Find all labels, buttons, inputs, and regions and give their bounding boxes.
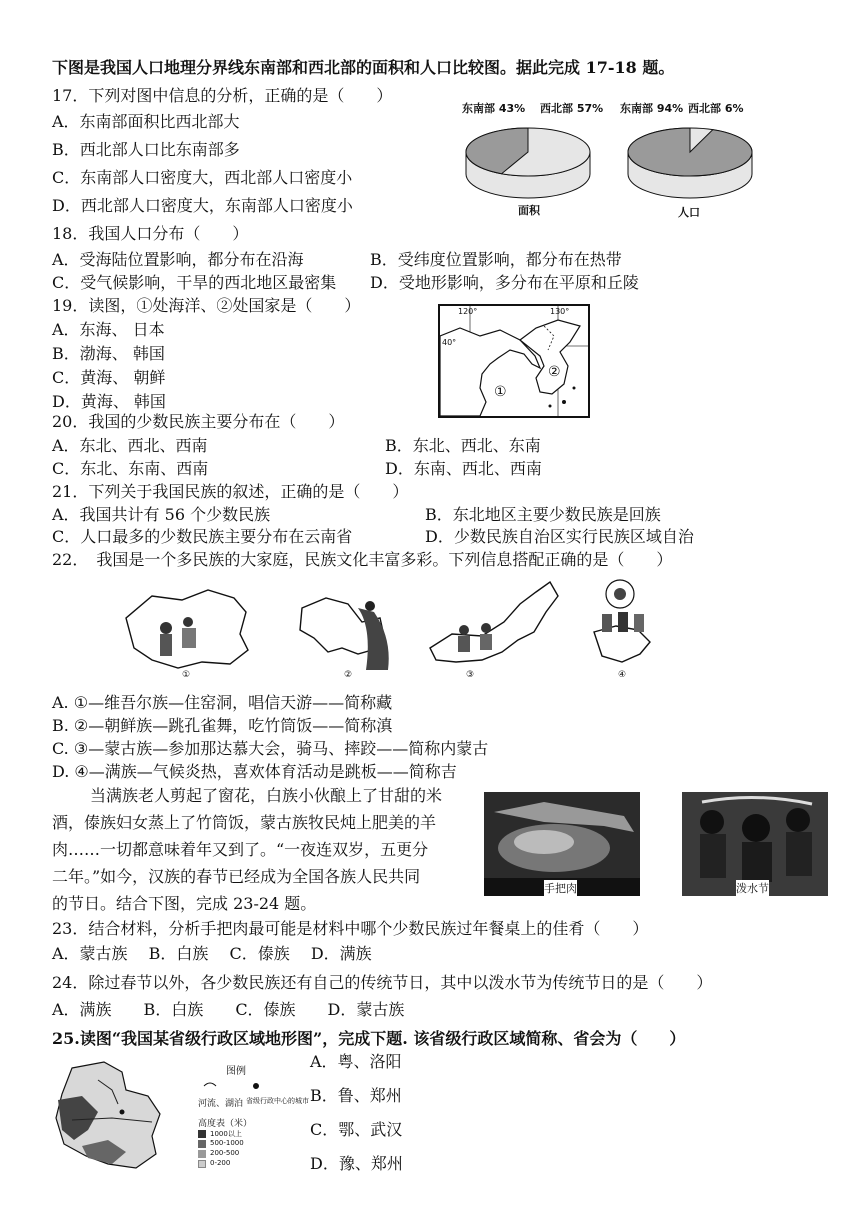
passage-line-4: 二年。”如今，汉族的春节已经成为全国各族人民共同 [52, 867, 421, 886]
korea-region-map [438, 304, 590, 418]
map19-marker-1: ① [494, 384, 507, 400]
legend-elevation-title: 高度表（米） [198, 1119, 253, 1129]
passage-line-5: 的节日。结合下图，完成 23-24 题。 [52, 894, 317, 913]
pie-pop-label-nw: 西北部 6% [688, 102, 744, 115]
q19-option-d[interactable]: D．黄海、 韩国 [52, 392, 166, 411]
q20-option-c[interactable]: C．东北、东南、西南 [52, 459, 209, 478]
legend-elev-4: 0-200 [210, 1159, 231, 1167]
q17-option-c[interactable]: C．东南部人口密度大，西北部人口密度小 [52, 168, 353, 187]
legend-swatch-2 [198, 1140, 206, 1148]
legend-title: 图例 [226, 1066, 246, 1077]
q17-option-a[interactable]: A．东南部面积比西北部大 [52, 112, 240, 131]
map19-lat: 40° [442, 338, 457, 347]
q19-option-a[interactable]: A．东海、 日本 [52, 320, 165, 339]
q21-stem: 21．下列关于我国民族的叙述，正确的是（ ） [52, 482, 409, 501]
map19-lon2: 130° [550, 307, 570, 316]
q21-option-d[interactable]: D．少数民族自治区实行民族区域自治 [425, 527, 694, 546]
photo-hand-grabbed-meat-caption: 手把肉 [544, 882, 577, 895]
q19-option-b[interactable]: B．渤海、 韩国 [52, 344, 165, 363]
q18-stem: 18．我国人口分布（ ） [52, 224, 249, 243]
q24-stem: 24．除过春节以外，各少数民族还有自己的传统节日，其中以泼水节为传统节日的是（ ） [52, 973, 713, 992]
q22-figures-svg [122, 578, 662, 682]
q22-option-c[interactable]: C. ③—蒙古族—参加那达慕大会，骑马、摔跤——简称内蒙古 [52, 739, 489, 758]
q18-option-b[interactable]: B．受纬度位置影响，都分布在热带 [370, 250, 622, 269]
q25-option-c[interactable]: C．鄂、武汉 [310, 1120, 403, 1139]
q25-option-a[interactable]: A．粤、洛阳 [310, 1052, 402, 1071]
photo-water-splashing [682, 792, 828, 896]
q22-option-b[interactable]: B. ②—朝鲜族—跳孔雀舞，吃竹筒饭——简称滇 [52, 716, 393, 735]
q25-option-b[interactable]: B．鲁、郑州 [310, 1086, 402, 1105]
q21-option-c[interactable]: C．人口最多的少数民族主要分布在云南省 [52, 527, 353, 546]
q23-options[interactable]: A．蒙古族 B．白族 C．傣族 D．满族 [52, 944, 372, 963]
q25-option-d[interactable]: D．豫、郑州 [310, 1154, 403, 1173]
q25-stem: 25.读图“我国某省级行政区域地形图”，完成下题. 该省级行政区域简称、省会为（ ） [52, 1029, 686, 1048]
q24-options[interactable]: A．满族 B．白族 C．傣族 D．蒙古族 [52, 1000, 405, 1019]
q22-fig-4-label: ④ [618, 670, 627, 680]
q22-fig-2-label: ② [344, 670, 353, 680]
q17-option-d[interactable]: D．西北部人口密度大，东南部人口密度小 [52, 196, 353, 215]
legend-swatch-4 [198, 1160, 206, 1168]
q21-option-a[interactable]: A．我国共计有 56 个少数民族 [52, 505, 271, 524]
q18-option-d[interactable]: D．受地形影响，多分布在平原和丘陵 [370, 273, 639, 292]
q20-option-b[interactable]: B．东北、西北、东南 [385, 436, 541, 455]
q18-option-a[interactable]: A．受海陆位置影响，都分布在沿海 [52, 250, 304, 269]
province-map-legend [196, 1062, 309, 1174]
passage-line-1: 当满族老人剪起了窗花，白族小伙酿上了甘甜的米 [90, 786, 443, 805]
q20-option-d[interactable]: D．东南、西北、西南 [385, 459, 542, 478]
korea-region-map-svg [440, 306, 588, 416]
pie-area-label-nw: 西北部 57% [540, 102, 604, 115]
map19-lon1: 120° [458, 307, 478, 316]
q20-stem: 20．我国的少数民族主要分布在（ ） [52, 412, 345, 431]
map19-marker-2: ② [548, 364, 561, 380]
q18-option-c[interactable]: C．受气候影响，干旱的西北地区最密集 [52, 273, 337, 292]
passage-line-2: 酒，傣族妇女蒸上了竹筒饭，蒙古族牧民炖上肥美的羊 [52, 813, 437, 832]
legend-elev-2: 500-1000 [210, 1139, 244, 1147]
passage-line-3: 肉……一切都意味着年又到了。“一夜连双岁，五更分 [52, 840, 429, 859]
q22-option-d[interactable]: D. ④—满族—气候炎热，喜欢体育活动是跳板——简称吉 [52, 762, 457, 781]
q19-option-c[interactable]: C．黄海、 朝鲜 [52, 368, 166, 387]
q21-option-b[interactable]: B．东北地区主要少数民族是回族 [425, 505, 661, 524]
intro-text: 下图是我国人口地理分界线东南部和西北部的面积和人口比较图。据此完成 17-18 题。 [52, 58, 675, 77]
q17-stem: 17．下列对图中信息的分析，正确的是（ ） [52, 86, 393, 105]
q19-stem: 19．读图，①处海洋、②处国家是（ ） [52, 296, 361, 315]
legend-swatch-3 [198, 1150, 206, 1158]
province-terrain-map [52, 1060, 164, 1172]
q23-stem: 23．结合材料，分析手把肉最可能是材料中哪个少数民族过年餐桌上的佳肴（ ） [52, 919, 649, 938]
pieP-slice-se [628, 128, 752, 176]
pie-pop-label-se: 东南部 94% [620, 102, 684, 115]
legend-elev-3: 200-500 [210, 1149, 240, 1157]
province-terrain-map-svg [52, 1060, 164, 1172]
legend-city-label: 省级行政中心的城市 [246, 1097, 309, 1105]
legend-river-label: 河流、湖泊 [198, 1099, 244, 1109]
legend-swatch-1 [198, 1130, 206, 1138]
legend-elev-1: 1000以上 [210, 1130, 242, 1138]
q22-figures [122, 578, 662, 682]
pie-area-label-se: 东南部 43% [462, 102, 526, 115]
pie-charts-figure [460, 96, 770, 221]
q17-option-b[interactable]: B．西北部人口比东南部多 [52, 140, 240, 159]
photo-hand-grabbed-meat [484, 792, 640, 896]
pie-area-caption: 面积 [518, 204, 540, 217]
photo-water-splashing-caption: 泼水节 [736, 882, 769, 895]
q20-option-a[interactable]: A．东北、西北、西南 [52, 436, 208, 455]
q22-fig-1-label: ① [182, 670, 191, 680]
q22-stem: 22． 我国是一个多民族的大家庭，民族文化丰富多彩。下列信息搭配正确的是（ ） [52, 550, 673, 569]
q22-option-a[interactable]: A. ①—维吾尔族—住窑洞，唱信天游——简称藏 [52, 693, 393, 712]
q22-fig-3-label: ③ [466, 670, 475, 680]
pie-charts-svg [460, 116, 770, 216]
pie-pop-caption: 人口 [678, 206, 700, 219]
